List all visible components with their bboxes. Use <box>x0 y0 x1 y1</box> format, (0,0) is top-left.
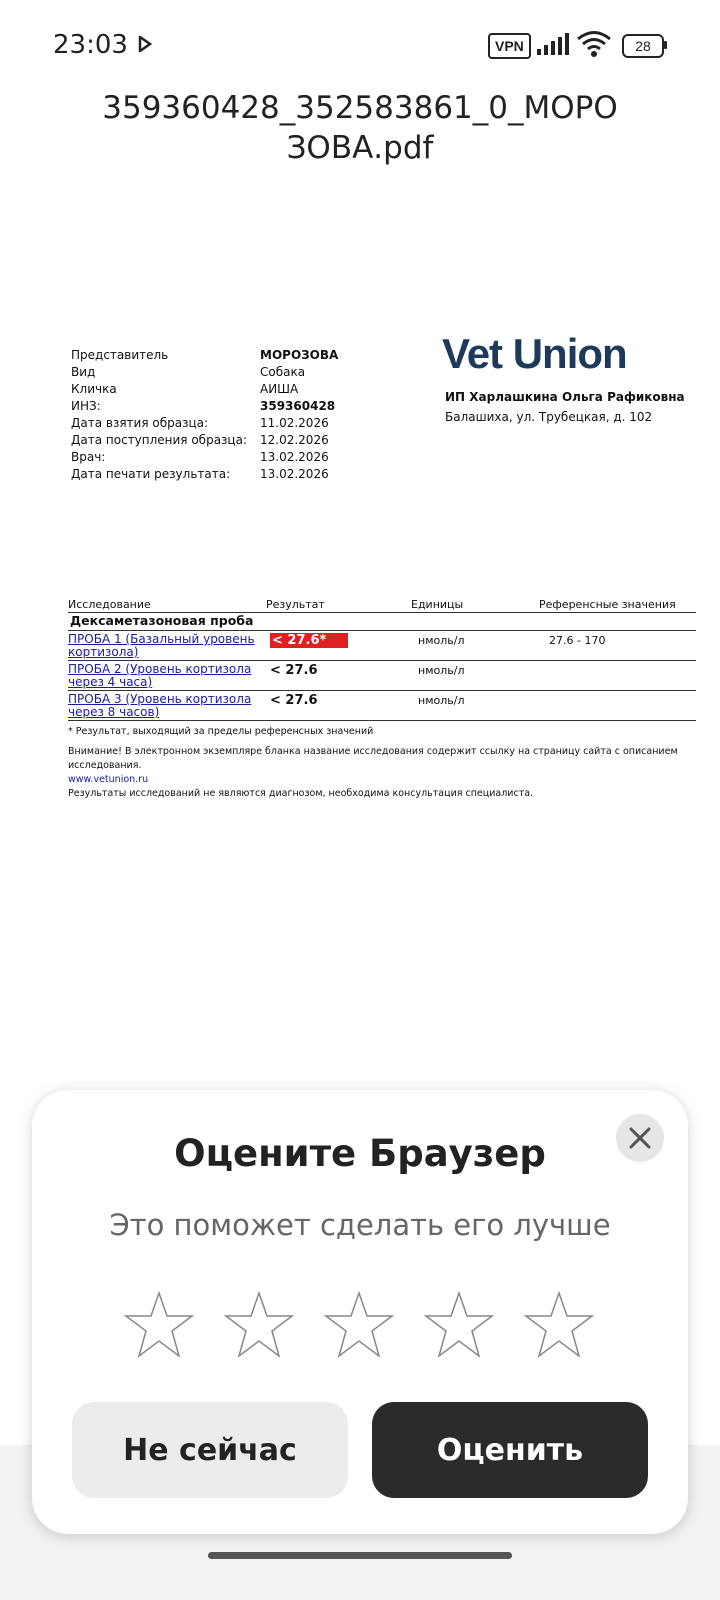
header-units: Единицы <box>411 598 464 611</box>
info-value: 11.02.2026 <box>260 416 329 430</box>
clinic-name: ИП Харлашкина Ольга Рафиковна <box>445 390 685 404</box>
footnotes <box>68 725 720 801</box>
battery-tip <box>664 41 667 49</box>
rate-browser-dialog <box>32 1090 688 1534</box>
info-label: Дата печати результата: <box>71 467 231 481</box>
patient-info <box>71 348 338 484</box>
star-rating <box>124 1290 594 1360</box>
result-value: < 27.6 <box>270 663 318 678</box>
header-reference: Референсные значения <box>539 598 676 611</box>
dialog-title: Оцените Браузер <box>174 1132 546 1175</box>
info-row <box>71 365 338 382</box>
clinic-address: Балашиха, ул. Трубецкая, д. 102 <box>445 410 653 424</box>
result-units: нмоль/л <box>418 634 465 647</box>
dialog-subtitle: Это поможет сделать его лучше <box>109 1208 611 1242</box>
wifi-icon <box>577 30 611 58</box>
info-value: 359360428 <box>260 399 336 413</box>
info-label: Кличка <box>71 382 117 396</box>
disclaimer: Результаты исследований не являются диагнозом, необходима консультация специалиста. <box>68 788 534 799</box>
home-indicator[interactable] <box>208 1552 512 1559</box>
star-icon[interactable] <box>224 1290 294 1360</box>
info-label: Вид <box>71 365 96 379</box>
info-value: 12.02.2026 <box>260 433 329 447</box>
table-header <box>68 598 696 613</box>
star-icon[interactable] <box>524 1290 594 1360</box>
reference-values: 27.6 - 170 <box>549 634 606 647</box>
result-value: < 27.6 <box>270 693 318 708</box>
status-time: 23:03 <box>53 30 128 60</box>
info-row <box>71 416 338 433</box>
info-row <box>71 467 338 484</box>
header-result: Результат <box>266 598 325 611</box>
status-bar <box>0 0 720 90</box>
study-link[interactable]: ПРОБА 1 (Базальный уровень кортизола) <box>68 632 255 659</box>
vpn-icon: VPN <box>488 33 531 59</box>
info-label: Дата взятия образца: <box>71 416 209 430</box>
star-icon[interactable] <box>124 1290 194 1360</box>
info-row <box>71 382 338 399</box>
result-value: < 27.6* <box>270 633 348 648</box>
info-value: МОРОЗОВА <box>260 348 339 362</box>
info-label: Врач: <box>71 450 106 464</box>
vet-union-logo: Vet Union <box>442 330 627 377</box>
info-label: Дата поступления образца: <box>71 433 247 447</box>
info-value: Собака <box>260 365 306 379</box>
star-icon[interactable] <box>324 1290 394 1360</box>
signal-icon <box>537 33 569 55</box>
media-play-icon <box>138 36 152 52</box>
not-now-button[interactable]: Не сейчас <box>72 1402 348 1498</box>
star-icon[interactable] <box>424 1290 494 1360</box>
info-row <box>71 450 338 467</box>
info-value: АИША <box>260 382 299 396</box>
study-link[interactable]: ПРОБА 2 (Уровень кортизола через 4 часа) <box>68 662 252 689</box>
info-value: 13.02.2026 <box>260 467 329 481</box>
info-label: ИНЗ: <box>71 399 101 413</box>
result-units: нмоль/л <box>418 694 465 707</box>
footnote-flag: * Результат, выходящий за пределы референсных значений <box>68 726 374 737</box>
table-group: Дексаметазоновая проба <box>68 613 696 631</box>
site-link[interactable]: www.vetunion.ru <box>68 774 149 785</box>
info-row <box>71 348 338 365</box>
result-units: нмоль/л <box>418 664 465 677</box>
table-row <box>68 691 696 721</box>
battery-icon: 28 <box>622 34 664 58</box>
file-title: 359360428_352583861_0_МОРОЗОВА.pdf <box>102 90 618 166</box>
info-row <box>71 433 338 450</box>
rate-button[interactable]: Оценить <box>372 1402 648 1498</box>
table-row <box>68 661 696 691</box>
info-row <box>71 399 338 416</box>
attention-note: Внимание! В электронном экземпляре бланка название исследования содержит ссылку на страницу сайта с описанием исследования. <box>68 746 678 771</box>
info-value: 13.02.2026 <box>260 450 329 464</box>
info-label: Представитель <box>71 348 169 362</box>
results-table <box>68 598 696 721</box>
header-study: Исследование <box>68 598 151 611</box>
study-link[interactable]: ПРОБА 3 (Уровень кортизола через 8 часов) <box>68 692 252 719</box>
table-row <box>68 631 696 661</box>
